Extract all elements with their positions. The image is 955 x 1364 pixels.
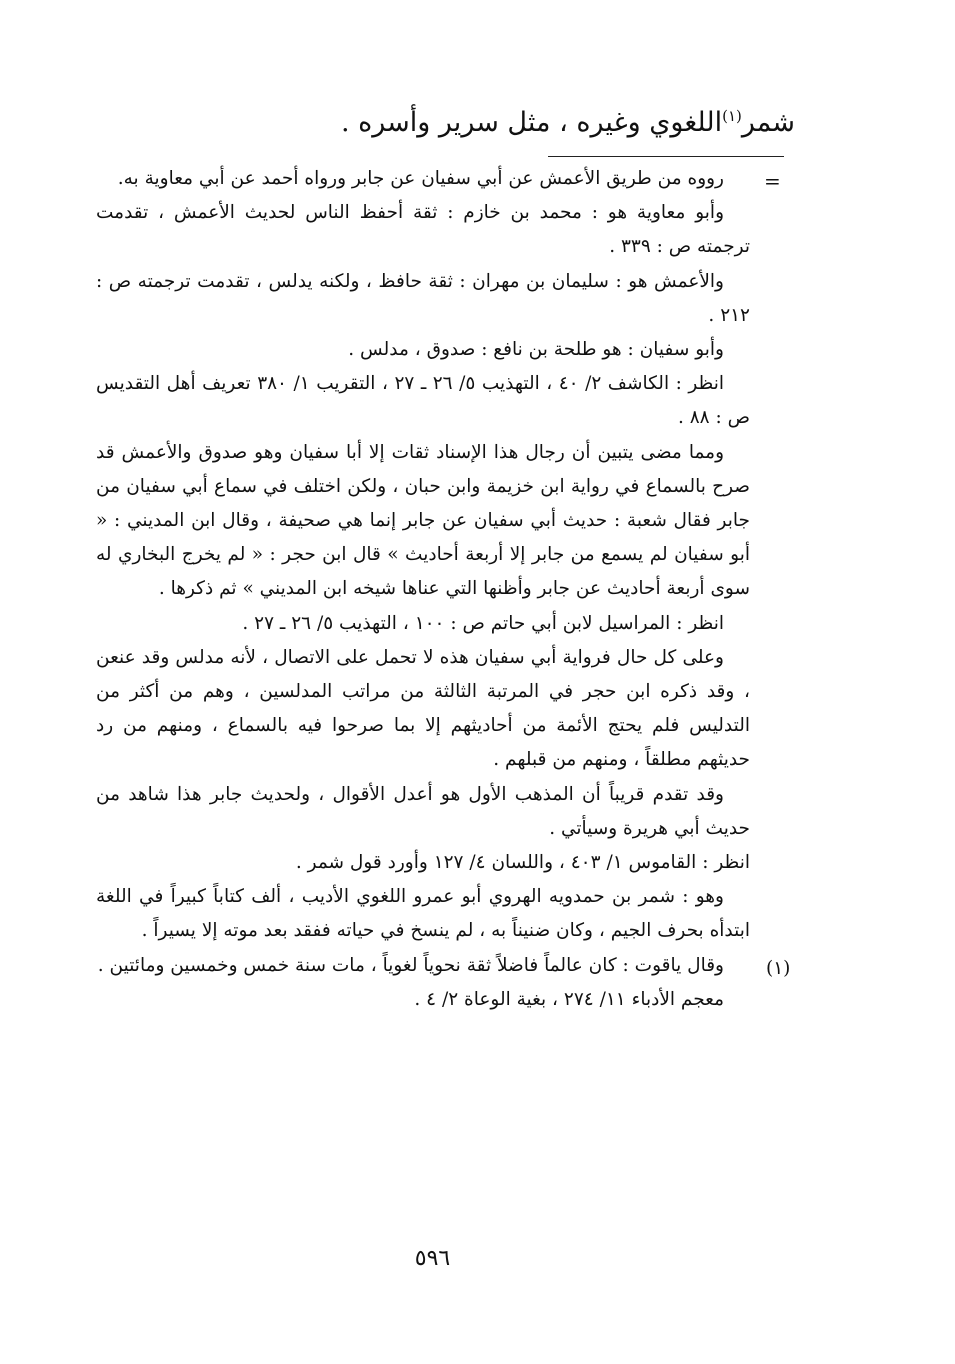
footnote-separator [548,156,784,157]
main-text-line [175,96,795,143]
note-paragraph: والأعمش هو : سليمان بن مهران : ثقة حافظ ، ولكنه يدلس ، تقدمت ترجمته ص : ٢١٢ . [96,270,750,326]
note-paragraph: وهو : شمر بن حمدويه الهروي أبو عمرو اللغوي الأديب ، ألف كتاباً كبيراً في اللغة ابتدأه بحرف الجيم ، وكان ضنيناً به ، لم ينسخ في حياته ففقد بعد موته إلا يسيراً . [96,886,750,942]
note-paragraph: ومما مضى يتبين أن رجال هذا الإسناد ثقات إلا أبا سفيان وهو صدوق والأعمش قد صرح بالسماع في رواية ابن خزيمة وابن حبان ، ولكن اختلف في سماع أبي سفيان من جابر فقال شعبة : حديث أبي سفيان عن جابر إنما هي صحيفة ، وقال ابن المديني : « أبو سفيان لم يسمع من جابر إلا أربعة أحاديث » قال ابن حجر : « لم يخرج البخاري له سوى أربعة أحاديث عن جابر وأظنها التي عناها شيخه ابن المديني » ثم ذكرها . [96,441,750,600]
note-paragraph: معجم الأدباء ١١/ ٢٧٤ ، بغية الوعاة ٢/ ٤ . [414,988,724,1010]
note-paragraph: رووه من طريق الأعمش عن أبي سفيان عن جابر ورواه أحمد عن أبي معاوية به. [117,168,724,189]
note-paragraph: وقال ياقوت : كان عالماً فاضلاً ثقة نحوياً لغوياً ، مات سنة خمس وخمسين ومائتين . [97,954,724,976]
continuation-mark: = [764,169,781,193]
footnote-reference: (١) [722,107,742,125]
note-paragraph: وأبو معاوية هو : محمد بن خازم : ثقة أحفظ الناس لحديث الأعمش ، تقدمت ترجمته ص : ٣٣٩ . [96,202,750,258]
footnote-number: (١) [766,958,791,979]
note-paragraph: وأبو سفيان : هو طلحة بن نافع : صدوق ، مدلس . [348,339,724,361]
footnotes-block [96,162,750,1017]
note-paragraph: انظر : القاموس ١/ ٤٠٣ ، واللسان ٤/ ١٢٧ وأورد قول شمر . [295,852,750,874]
note-paragraph: انظر : المراسيل لابن أبي حاتم ص : ١٠٠ ، التهذيب ٥/ ٢٦ ـ ٢٧ . [242,612,724,634]
note-paragraph: وقد تقدم قريباً أن المذهب الأول هو أعدل الأقوال ، ولحديث جابر هذا شاهد من حديث أبي هريرة وسيأتي . [96,783,750,839]
heading-rest: اللغوي وغيره ، مثل سرير وأسره . [340,107,723,138]
heading-word: شمر [741,107,795,138]
note-paragraph: وعلى كل حال فرواية أبي سفيان هذه لا تحمل على الاتصال ، لأنه مدلس وقد عنعن ، وقد ذكره ابن حجر في المرتبة الثالثة من مراتب المدلسين ، وهم من أكثر من التدليس فلم يحتج الأئمة من أحاديثهم إلا بما صرحوا فيه بالسماع ، ومنهم من رد حديثهم مطلقاً ، ومنهم من قبلهم . [96,646,750,771]
note-paragraph: انظر : الكاشف ٢/ ٤٠ ، التهذيب ٥/ ٢٦ ـ ٢٧ ، التقريب ١/ ٣٨٠ تعريف أهل التقديس ص : ٨٨ . [96,373,750,429]
page-number: ٥٩٦ [414,1246,451,1271]
